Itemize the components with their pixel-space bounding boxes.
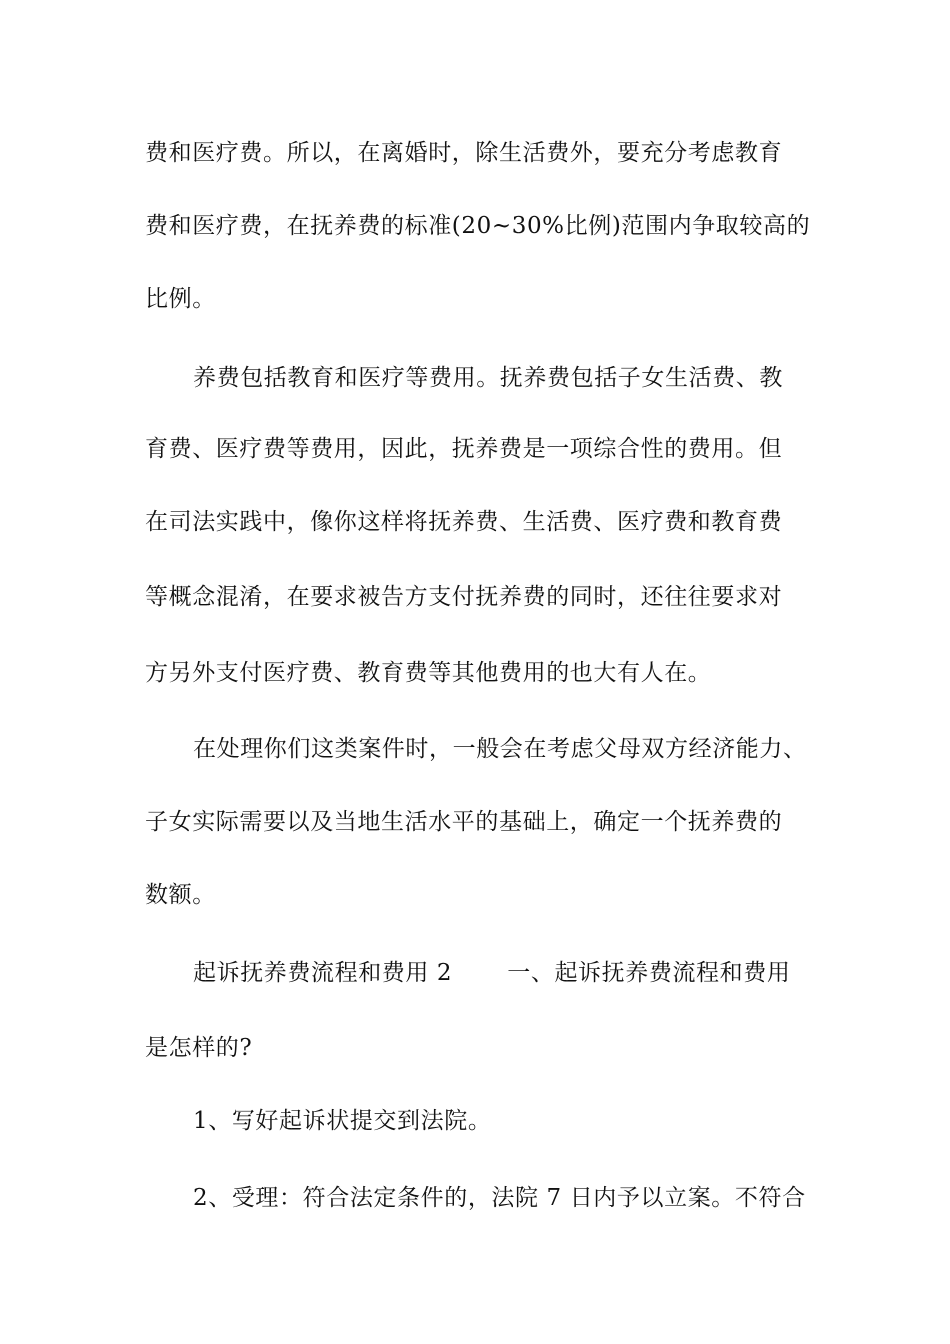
section-heading-line: 起诉抚养费流程和费用 2 一、起诉抚养费流程和费用 [193, 960, 791, 986]
paragraph-line: 数额。 [145, 882, 216, 908]
paragraph-line: 育费、医疗费等费用，因此，抚养费是一项综合性的费用。但 [145, 436, 783, 462]
list-item: 2、受理：符合法定条件的，法院 7 日内予以立案。不符合 [193, 1185, 806, 1211]
paragraph-line: 是怎样的? [145, 1035, 253, 1061]
paragraph-line: 费和医疗费。所以，在离婚时，除生活费外，要充分考虑教育 [145, 140, 783, 166]
paragraph-line: 费和医疗费，在抚养费的标准(20~30%比例)范围内争取较高的 [145, 213, 811, 239]
paragraph-line: 子女实际需要以及当地生活水平的基础上，确定一个抚养费的 [145, 809, 783, 835]
paragraph-line: 方另外支付医疗费、教育费等其他费用的也大有人在。 [145, 660, 712, 686]
paragraph-line: 养费包括教育和医疗等费用。抚养费包括子女生活费、教 [193, 365, 783, 391]
list-item: 1、写好起诉状提交到法院。 [193, 1108, 492, 1134]
paragraph-line: 等概念混淆，在要求被告方支付抚养费的同时，还往往要求对 [145, 584, 783, 610]
paragraph-line: 在司法实践中，像你这样将抚养费、生活费、医疗费和教育费 [145, 509, 783, 535]
paragraph-line: 在处理你们这类案件时，一般会在考虑父母双方经济能力、 [193, 736, 807, 762]
paragraph-line: 比例。 [145, 286, 216, 312]
